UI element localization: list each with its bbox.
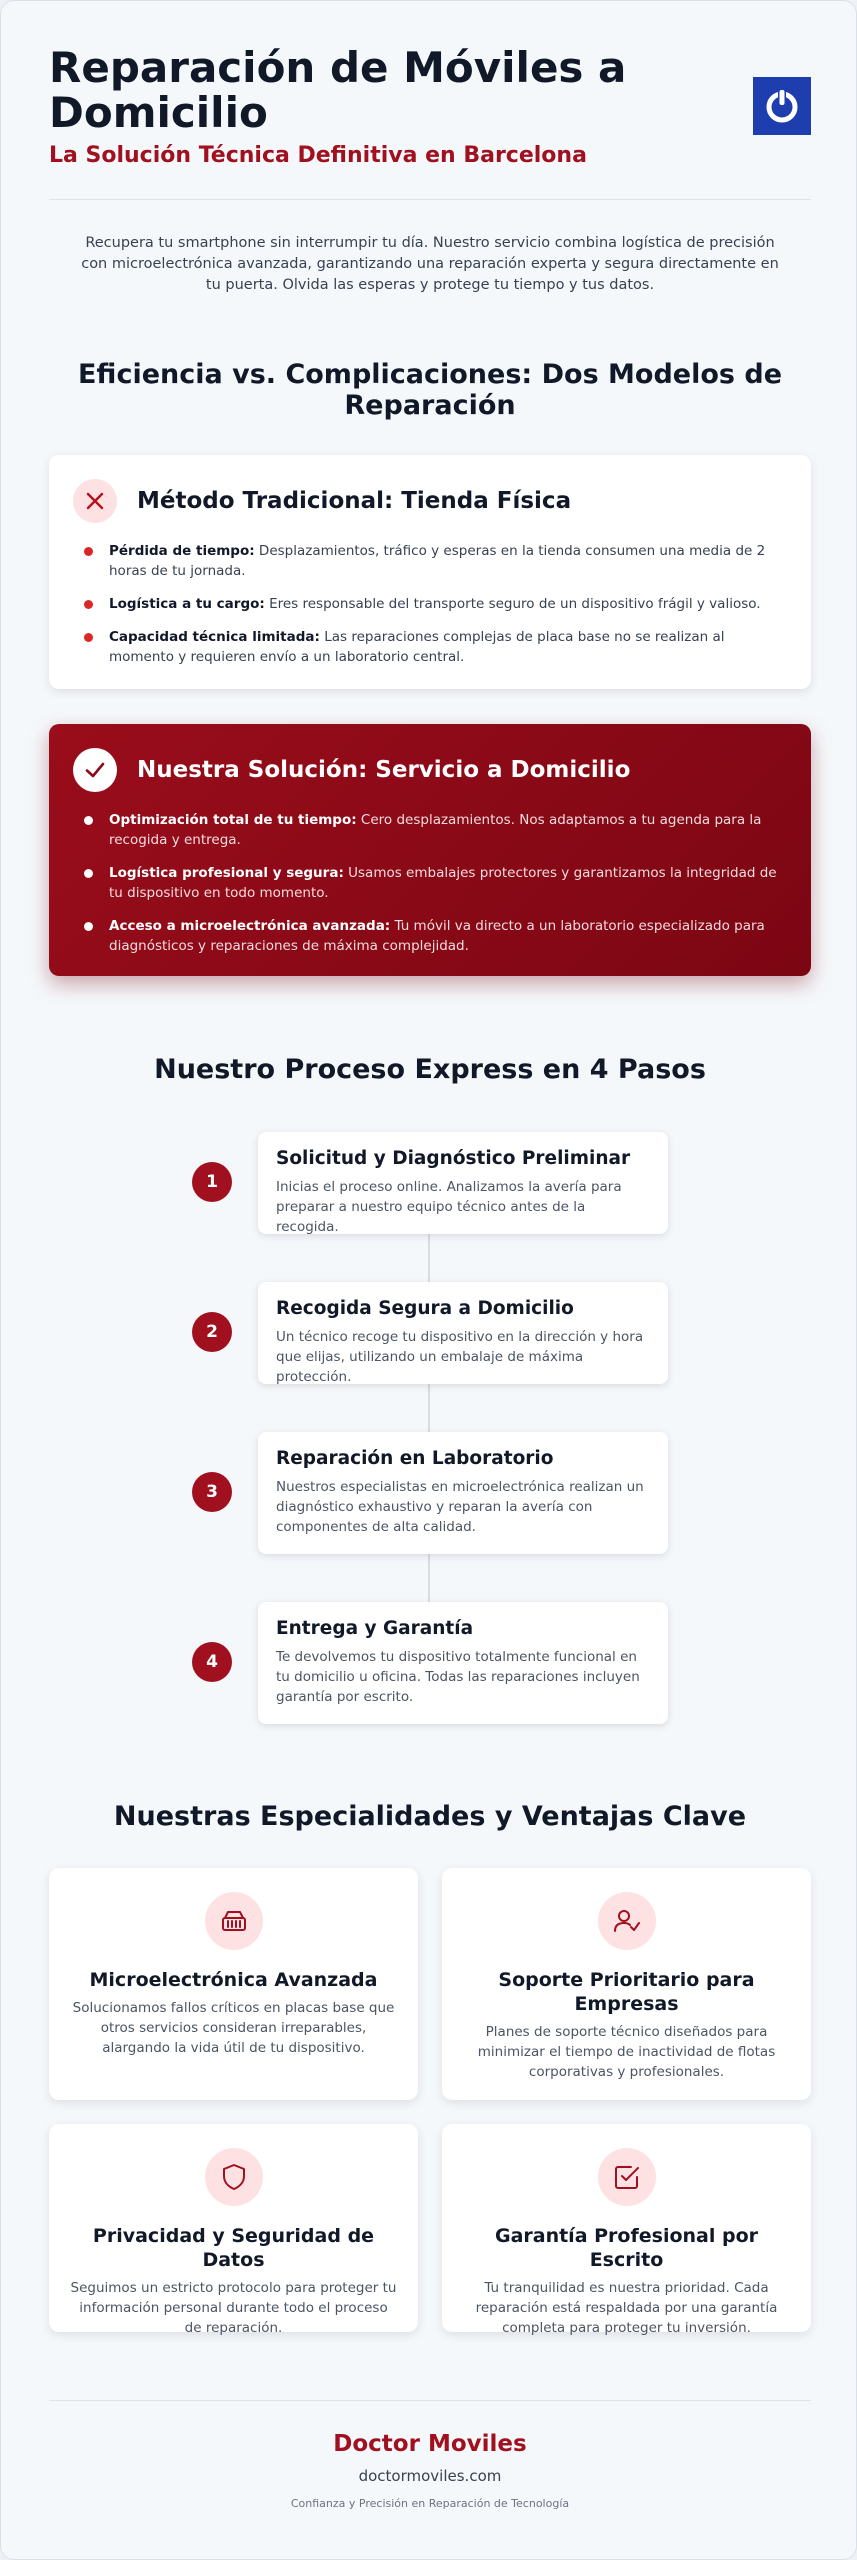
- our-solution-list: [73, 810, 787, 956]
- user-check-icon: [598, 1892, 656, 1950]
- chip-icon: [205, 1892, 263, 1950]
- bullet-dot: [84, 600, 93, 609]
- feature-title: Microelectrónica Avanzada: [89, 1969, 378, 1991]
- step-card-3: [258, 1432, 668, 1554]
- item-label: Capacidad técnica limitada:: [109, 629, 320, 645]
- traditional-list: [73, 541, 787, 667]
- step-description: Un técnico recoge tu dispositivo en la dirección y hora que elijas, utilizando un embalaje de máxima protección.: [276, 1329, 644, 1385]
- feature-card-warranty: [442, 2124, 811, 2336]
- traditional-method-card: [49, 455, 811, 689]
- step-description: Te devolvemos tu dispositivo totalmente funcional en tu domicilio u oficina. Todas las reparaciones incluyen garantía por escrito.: [276, 1649, 640, 1705]
- item-text: Cero desplazamientos. Nos adaptamos a tu agenda para la recogida y entrega.: [109, 812, 762, 848]
- list-item: [73, 541, 787, 581]
- check-icon: [73, 748, 117, 792]
- traditional-card-title: Método Tradicional: Tienda Física: [137, 488, 572, 514]
- feature-description: Planes de soporte técnico diseñados para minimizar el tiempo de inactividad de flotas corporativas y profesionales.: [477, 2024, 776, 2080]
- feature-title: Soporte Prioritario para Empresas: [498, 1969, 755, 2015]
- feature-card-priority-support: [442, 1868, 811, 2100]
- feature-description: Seguimos un estricto protocolo para proteger tu información personal durante todo el proceso de reparación.: [70, 2280, 397, 2336]
- power-icon: [753, 77, 811, 135]
- step-description: Nuestros especialistas en microelectrónica realizan un diagnóstico exhaustivo y reparan la avería con componentes de alta calidad.: [276, 1479, 644, 1535]
- step-number-3: 3: [192, 1472, 232, 1512]
- step-title: Recogida Segura a Domicilio: [276, 1298, 574, 1319]
- intro-text: Recupera tu smartphone sin interrumpir tu día. Nuestro servicio combina logística de precisión con microelectrónica avanzada, garantizando una reparación experta y segura directamente en tu puerta. Olvida las esperas y protege tu tiempo y tus datos.: [81, 235, 779, 293]
- divider: [49, 199, 811, 200]
- bullet-dot: [84, 869, 93, 878]
- feature-description: Tu tranquilidad es nuestra prioridad. Cada reparación está respaldada por una garantía completa para proteger tu inversión.: [475, 2280, 778, 2336]
- our-solution-card: [49, 724, 811, 976]
- page-title: Reparación de Móviles a Domicilio: [49, 43, 627, 137]
- bullet-dot: [84, 816, 93, 825]
- item-text: Tu móvil va directo a un laboratorio especializado para diagnósticos y reparaciones de máxima complejidad.: [109, 918, 765, 954]
- footer-divider: [49, 2400, 811, 2401]
- feature-description: Solucionamos fallos críticos en placas base que otros servicios consideran irreparables, alargando la vida útil de tu dispositivo.: [72, 2000, 395, 2056]
- step-number-4: 4: [192, 1642, 232, 1682]
- process-heading: Nuestro Proceso Express en 4 Pasos: [154, 1054, 706, 1085]
- item-text: Desplazamientos, tráfico y esperas en la tienda consumen una media de 2 horas de tu jornada.: [109, 543, 766, 579]
- step-card-1: [258, 1132, 668, 1234]
- page-header: [49, 45, 811, 168]
- our-solution-card-title: Nuestra Solución: Servicio a Domicilio: [137, 757, 631, 783]
- page-footer: [49, 2431, 811, 2510]
- brand-name: Doctor Moviles: [333, 2431, 527, 2457]
- item-label: Acceso a microelectrónica avanzada:: [109, 918, 391, 934]
- bullet-dot: [84, 547, 93, 556]
- x-icon: [73, 479, 117, 523]
- comparison-heading: Eficiencia vs. Complicaciones: Dos Modelos de Reparación: [77, 359, 783, 421]
- item-label: Logística a tu cargo:: [109, 596, 265, 612]
- website-link[interactable]: doctormoviles.com: [358, 2467, 502, 2485]
- footer-tagline: Confianza y Precisión en Reparación de Tecnología: [290, 2497, 570, 2510]
- checkbox-icon: [598, 2148, 656, 2206]
- step-title: Solicitud y Diagnóstico Preliminar: [276, 1148, 631, 1169]
- item-label: Optimización total de tu tiempo:: [109, 812, 357, 828]
- shield-icon: [205, 2148, 263, 2206]
- bullet-dot: [84, 633, 93, 642]
- feature-title: Garantía Profesional por Escrito: [494, 2225, 759, 2271]
- step-title: Reparación en Laboratorio: [276, 1448, 554, 1469]
- step-number-1: 1: [192, 1162, 232, 1202]
- features-heading: Nuestras Especialidades y Ventajas Clave: [113, 1801, 747, 1832]
- list-item: [73, 810, 787, 850]
- feature-card-microelectronics: [49, 1868, 418, 2100]
- list-item: [73, 916, 787, 956]
- step-title: Entrega y Garantía: [276, 1618, 474, 1639]
- feature-title: Privacidad y Seguridad de Datos: [92, 2225, 375, 2271]
- bullet-dot: [84, 922, 93, 931]
- step-description: Inicias el proceso online. Analizamos la avería para preparar a nuestro equipo técnico antes de la recogida.: [276, 1179, 622, 1235]
- list-item: [73, 863, 787, 903]
- item-text: Las reparaciones complejas de placa base no se realizan al momento y requieren envío a un laboratorio central.: [109, 629, 725, 665]
- list-item: [73, 627, 787, 667]
- item-label: Pérdida de tiempo:: [109, 543, 255, 559]
- item-text: Eres responsable del transporte seguro de un dispositivo frágil y valioso.: [264, 596, 761, 612]
- step-number-2: 2: [192, 1312, 232, 1352]
- list-item: [73, 594, 787, 614]
- item-text: Usamos embalajes protectores y garantizamos la integridad de tu dispositivo en todo momento.: [109, 865, 777, 901]
- step-card-2: [258, 1282, 668, 1384]
- page-subtitle: La Solución Técnica Definitiva en Barcelona: [49, 143, 587, 168]
- feature-card-privacy: [49, 2124, 418, 2336]
- step-card-4: [258, 1602, 668, 1724]
- item-label: Logística profesional y segura:: [109, 865, 344, 881]
